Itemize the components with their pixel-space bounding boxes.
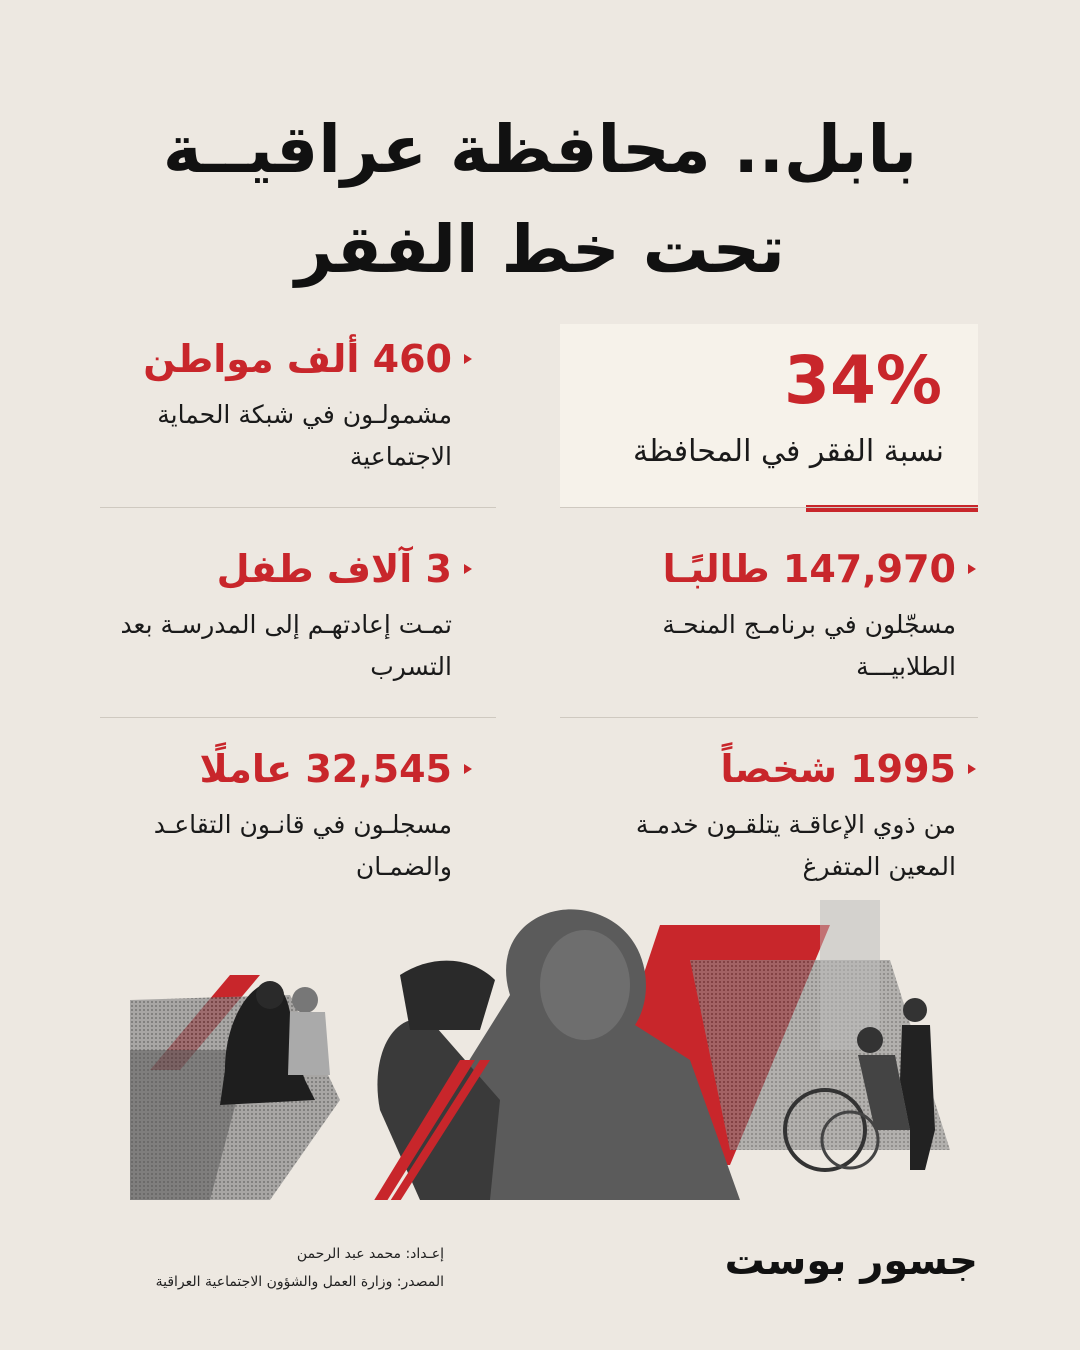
stat-workers — [72, 744, 472, 888]
stat-description: تمـت إعادتهـم إلى المدرسـة بعد التسرب — [120, 610, 452, 681]
poverty-rate-label: نسبة الفقر في المحافظة — [633, 434, 944, 469]
credits-block — [156, 1240, 444, 1296]
stat-value: 147,970 طالبًـا — [662, 547, 956, 591]
brand-logo: جسور بوست — [724, 1238, 978, 1284]
bullet-arrow-icon — [968, 564, 976, 574]
stat-description: مسجّلون في برنامـج المنحـة الطلابيـــة — [662, 610, 956, 681]
title-line-1: بابل.. محافظة عراقيــة — [162, 111, 918, 188]
stat-children-school — [72, 544, 472, 688]
stat-description: من ذوي الإعاقـة يتلقـون خدمـة المعين المتفرغ — [635, 810, 956, 881]
stat-value: 1995 شخصاً — [720, 747, 956, 791]
stat-students — [576, 544, 976, 688]
title-line-2: تحت خط الفقر — [295, 211, 785, 288]
divider — [100, 507, 496, 508]
stat-social-protection — [72, 334, 472, 478]
stat-value: 460 ألف مواطن — [143, 337, 452, 381]
source-credit: المصدر: وزارة العمل والشؤون الاجتماعية العراقية — [155, 1274, 444, 1290]
poverty-rate-value: 34% — [784, 342, 942, 419]
stat-value: 32,545 عاملًا — [199, 747, 452, 791]
page-title — [0, 100, 1080, 300]
bullet-arrow-icon — [464, 354, 472, 364]
stat-description: مسجلـون في قانـون التقاعـد والضمـان — [153, 810, 452, 881]
divider — [560, 717, 978, 718]
author-credit: إعـداد: محمد عبد الرحمن — [296, 1246, 444, 1262]
divider — [560, 507, 978, 508]
bullet-arrow-icon — [464, 564, 472, 574]
stat-description: مشمولـون في شبكة الحماية الاجتماعية — [157, 400, 452, 471]
stat-disabled — [576, 744, 976, 888]
stat-value: 3 آلاف طفل — [216, 547, 452, 591]
photo-collage — [130, 900, 950, 1200]
bullet-arrow-icon — [464, 764, 472, 774]
divider — [100, 717, 496, 718]
bullet-arrow-icon — [968, 764, 976, 774]
